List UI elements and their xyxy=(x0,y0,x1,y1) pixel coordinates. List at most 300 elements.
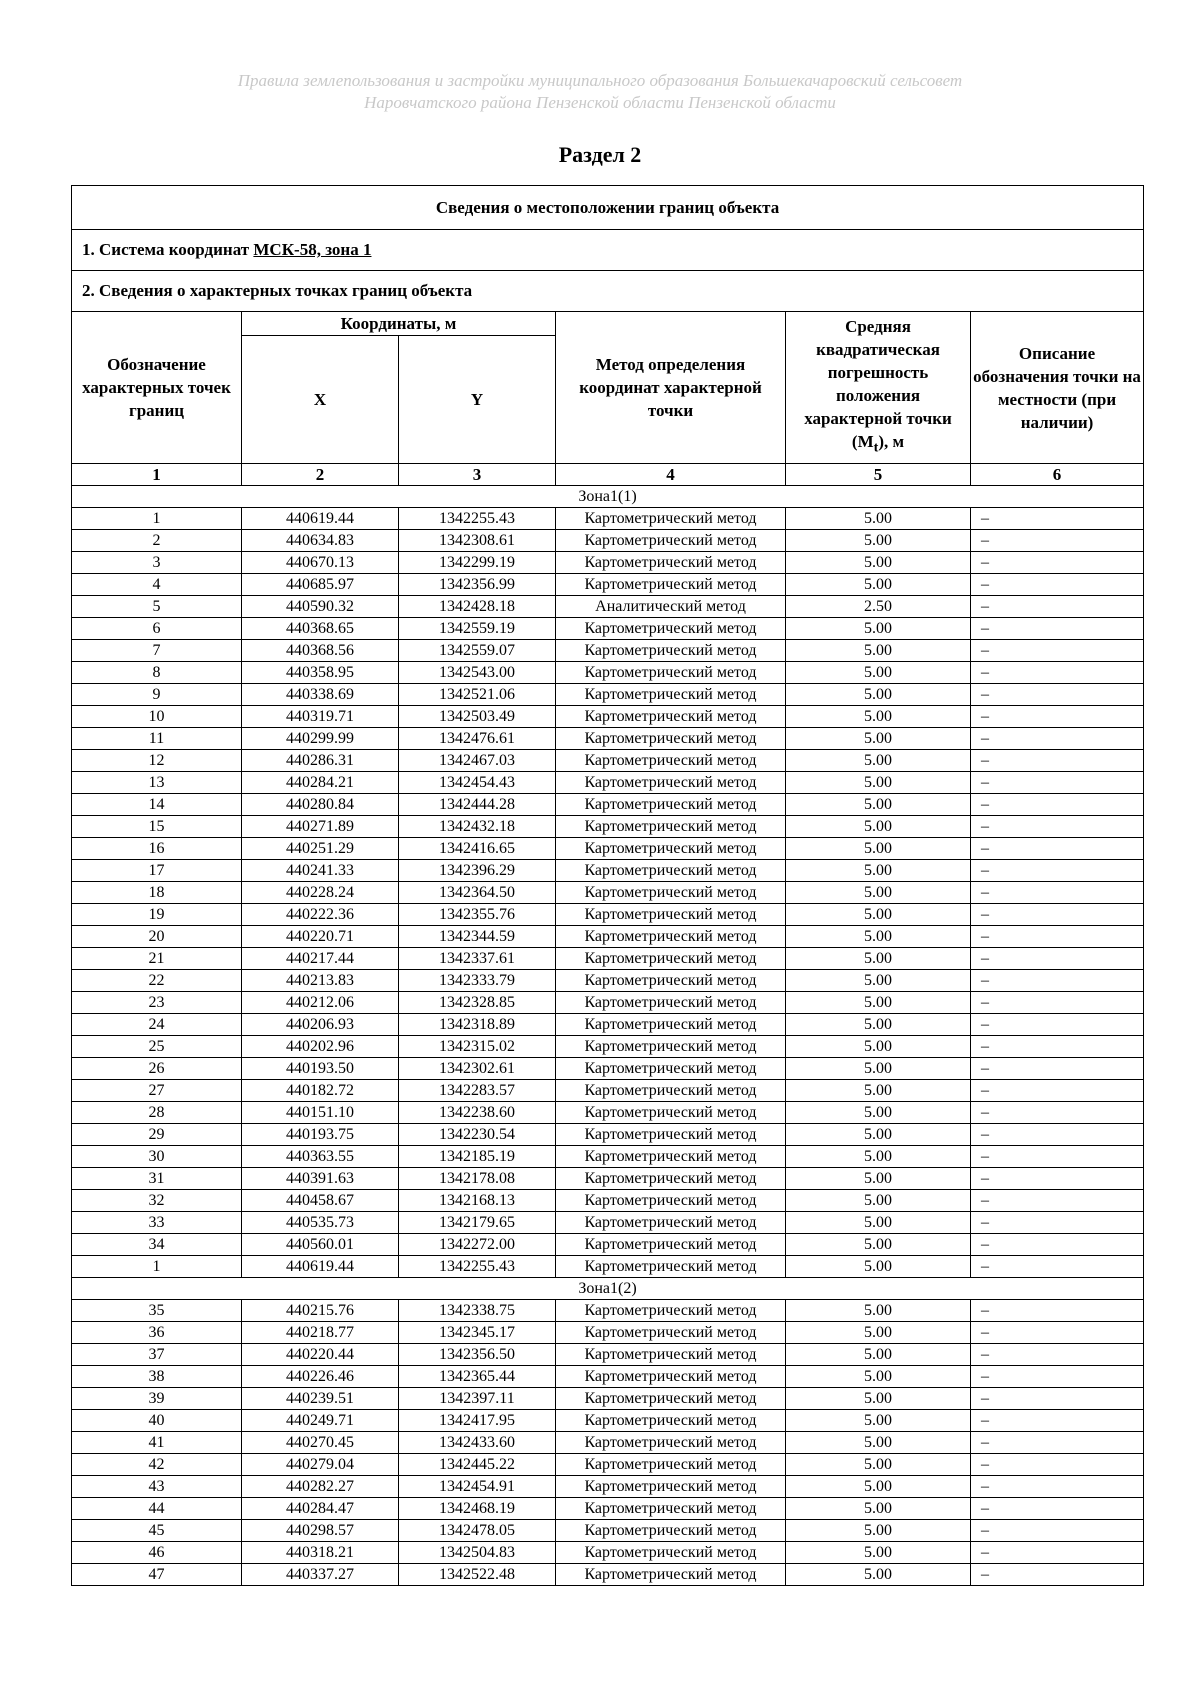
description-cell: – xyxy=(971,1212,1144,1234)
description-cell: – xyxy=(971,1190,1144,1212)
description-cell: – xyxy=(971,1520,1144,1542)
x-coordinate-cell: 440286.31 xyxy=(242,750,399,772)
description-cell: – xyxy=(971,1564,1144,1586)
error-cell: 2.50 xyxy=(786,596,971,618)
point-number-cell: 1 xyxy=(72,1256,242,1278)
x-coordinate-cell: 440619.44 xyxy=(242,1256,399,1278)
point-number-cell: 31 xyxy=(72,1168,242,1190)
error-cell: 5.00 xyxy=(786,860,971,882)
table-row xyxy=(72,1410,1144,1432)
coordinate-system-row xyxy=(72,230,1144,271)
table-row xyxy=(72,684,1144,706)
method-cell: Картометрический метод xyxy=(556,706,786,728)
x-coordinate-cell: 440284.21 xyxy=(242,772,399,794)
error-cell: 5.00 xyxy=(786,1542,971,1564)
method-cell: Картометрический метод xyxy=(556,904,786,926)
table-row xyxy=(72,1322,1144,1344)
method-cell: Картометрический метод xyxy=(556,1366,786,1388)
point-number-cell: 5 xyxy=(72,596,242,618)
table-row xyxy=(72,662,1144,684)
method-cell: Картометрический метод xyxy=(556,1454,786,1476)
y-coordinate-cell: 1342365.44 xyxy=(399,1366,556,1388)
table-row xyxy=(72,640,1144,662)
zone-header-row xyxy=(72,486,1144,508)
point-number-cell: 18 xyxy=(72,882,242,904)
x-coordinate-cell: 440215.76 xyxy=(242,1300,399,1322)
y-coordinate-cell: 1342454.91 xyxy=(399,1476,556,1498)
table-row xyxy=(72,1212,1144,1234)
error-cell: 5.00 xyxy=(786,1168,971,1190)
page-header-line-2: Наровчатского района Пензенской области Пензенской области xyxy=(364,93,836,112)
description-cell: – xyxy=(971,816,1144,838)
error-cell: 5.00 xyxy=(786,684,971,706)
coordinate-system-value: МСК-58, зона 1 xyxy=(253,240,372,259)
error-cell: 5.00 xyxy=(786,772,971,794)
method-cell: Картометрический метод xyxy=(556,1388,786,1410)
section-title: Раздел 2 xyxy=(558,142,642,167)
point-number-cell: 33 xyxy=(72,1212,242,1234)
table-row xyxy=(72,816,1144,838)
y-coordinate-cell: 1342355.76 xyxy=(399,904,556,926)
y-coordinate-cell: 1342445.22 xyxy=(399,1454,556,1476)
error-cell: 5.00 xyxy=(786,1014,971,1036)
error-cell: 5.00 xyxy=(786,552,971,574)
y-coordinate-cell: 1342230.54 xyxy=(399,1124,556,1146)
method-cell: Картометрический метод xyxy=(556,970,786,992)
method-cell: Картометрический метод xyxy=(556,1124,786,1146)
point-number-cell: 23 xyxy=(72,992,242,1014)
method-cell: Картометрический метод xyxy=(556,728,786,750)
x-coordinate-cell: 440220.71 xyxy=(242,926,399,948)
description-cell: – xyxy=(971,1454,1144,1476)
coordinate-system-label: 1. Система координат xyxy=(82,240,254,259)
description-cell: – xyxy=(971,1432,1144,1454)
error-cell: 5.00 xyxy=(786,794,971,816)
y-coordinate-cell: 1342344.59 xyxy=(399,926,556,948)
description-cell: – xyxy=(971,1542,1144,1564)
error-cell: 5.00 xyxy=(786,1476,971,1498)
table-row xyxy=(72,1168,1144,1190)
method-cell: Картометрический метод xyxy=(556,508,786,530)
y-coordinate-cell: 1342238.60 xyxy=(399,1102,556,1124)
point-number-cell: 6 xyxy=(72,618,242,640)
description-cell: – xyxy=(971,1168,1144,1190)
table-row xyxy=(72,992,1144,1014)
error-cell: 5.00 xyxy=(786,662,971,684)
description-cell: – xyxy=(971,1476,1144,1498)
description-cell: – xyxy=(971,530,1144,552)
method-cell: Картометрический метод xyxy=(556,1036,786,1058)
error-cell: 5.00 xyxy=(786,1102,971,1124)
error-cell: 5.00 xyxy=(786,1300,971,1322)
point-number-cell: 24 xyxy=(72,1014,242,1036)
point-number-cell: 30 xyxy=(72,1146,242,1168)
method-cell: Картометрический метод xyxy=(556,1498,786,1520)
point-number-cell: 28 xyxy=(72,1102,242,1124)
method-cell: Картометрический метод xyxy=(556,1058,786,1080)
description-cell: – xyxy=(971,1256,1144,1278)
x-coordinate-cell: 440284.47 xyxy=(242,1498,399,1520)
table-row xyxy=(72,596,1144,618)
zone-header-row xyxy=(72,1278,1144,1300)
description-cell: – xyxy=(971,1388,1144,1410)
x-coordinate-cell: 440685.97 xyxy=(242,574,399,596)
table-row xyxy=(72,1058,1144,1080)
y-coordinate-cell: 1342328.85 xyxy=(399,992,556,1014)
point-number-cell: 47 xyxy=(72,1564,242,1586)
method-cell: Картометрический метод xyxy=(556,1476,786,1498)
header-designation: Обозначение характерных точек границ xyxy=(72,312,242,464)
y-coordinate-cell: 1342364.50 xyxy=(399,882,556,904)
point-number-cell: 37 xyxy=(72,1344,242,1366)
error-cell: 5.00 xyxy=(786,508,971,530)
method-cell: Картометрический метод xyxy=(556,1102,786,1124)
header-x: X xyxy=(242,336,399,464)
table-row xyxy=(72,772,1144,794)
y-coordinate-cell: 1342308.61 xyxy=(399,530,556,552)
description-cell: – xyxy=(971,1344,1144,1366)
point-number-cell: 8 xyxy=(72,662,242,684)
x-coordinate-cell: 440217.44 xyxy=(242,948,399,970)
method-cell: Картометрический метод xyxy=(556,618,786,640)
error-cell: 5.00 xyxy=(786,948,971,970)
y-coordinate-cell: 1342318.89 xyxy=(399,1014,556,1036)
column-numbers-row xyxy=(72,464,1144,486)
error-cell: 5.00 xyxy=(786,816,971,838)
description-cell: – xyxy=(971,772,1144,794)
table-row xyxy=(72,750,1144,772)
table-row xyxy=(72,1234,1144,1256)
x-coordinate-cell: 440363.55 xyxy=(242,1146,399,1168)
page-header xyxy=(0,70,1200,114)
point-number-cell: 27 xyxy=(72,1080,242,1102)
method-cell: Картометрический метод xyxy=(556,1322,786,1344)
x-coordinate-cell: 440222.36 xyxy=(242,904,399,926)
x-coordinate-cell: 440241.33 xyxy=(242,860,399,882)
x-coordinate-cell: 440458.67 xyxy=(242,1190,399,1212)
method-cell: Картометрический метод xyxy=(556,1344,786,1366)
x-coordinate-cell: 440318.21 xyxy=(242,1542,399,1564)
error-cell: 5.00 xyxy=(786,1256,971,1278)
x-coordinate-cell: 440299.99 xyxy=(242,728,399,750)
method-cell: Картометрический метод xyxy=(556,552,786,574)
y-coordinate-cell: 1342255.43 xyxy=(399,508,556,530)
x-coordinate-cell: 440270.45 xyxy=(242,1432,399,1454)
zone-name: Зона1(1) xyxy=(72,486,1144,508)
error-cell: 5.00 xyxy=(786,926,971,948)
table-row xyxy=(72,1300,1144,1322)
description-cell: – xyxy=(971,1234,1144,1256)
method-cell: Картометрический метод xyxy=(556,1212,786,1234)
table-row xyxy=(72,1564,1144,1586)
column-number: 4 xyxy=(556,464,786,486)
table-row xyxy=(72,838,1144,860)
error-cell: 5.00 xyxy=(786,1190,971,1212)
description-cell: – xyxy=(971,728,1144,750)
table-row xyxy=(72,1498,1144,1520)
table-row xyxy=(72,948,1144,970)
point-number-cell: 32 xyxy=(72,1190,242,1212)
x-coordinate-cell: 440151.10 xyxy=(242,1102,399,1124)
table-row xyxy=(72,1344,1144,1366)
error-cell: 5.00 xyxy=(786,1080,971,1102)
y-coordinate-cell: 1342356.50 xyxy=(399,1344,556,1366)
method-cell: Аналитический метод xyxy=(556,596,786,618)
error-cell: 5.00 xyxy=(786,838,971,860)
x-coordinate-cell: 440535.73 xyxy=(242,1212,399,1234)
y-coordinate-cell: 1342432.18 xyxy=(399,816,556,838)
table-row xyxy=(72,706,1144,728)
y-coordinate-cell: 1342315.02 xyxy=(399,1036,556,1058)
point-number-cell: 13 xyxy=(72,772,242,794)
y-coordinate-cell: 1342476.61 xyxy=(399,728,556,750)
header-error xyxy=(786,312,971,464)
error-cell: 5.00 xyxy=(786,618,971,640)
point-number-cell: 17 xyxy=(72,860,242,882)
table-row xyxy=(72,1124,1144,1146)
x-coordinate-cell: 440338.69 xyxy=(242,684,399,706)
description-cell: – xyxy=(971,1102,1144,1124)
y-coordinate-cell: 1342428.18 xyxy=(399,596,556,618)
x-coordinate-cell: 440218.77 xyxy=(242,1322,399,1344)
y-coordinate-cell: 1342338.75 xyxy=(399,1300,556,1322)
x-coordinate-cell: 440280.84 xyxy=(242,794,399,816)
method-cell: Картометрический метод xyxy=(556,860,786,882)
method-cell: Картометрический метод xyxy=(556,1234,786,1256)
error-cell: 5.00 xyxy=(786,1322,971,1344)
table-row xyxy=(72,1388,1144,1410)
error-cell: 5.00 xyxy=(786,882,971,904)
table-row xyxy=(72,508,1144,530)
description-cell: – xyxy=(971,1058,1144,1080)
x-coordinate-cell: 440619.44 xyxy=(242,508,399,530)
y-coordinate-cell: 1342396.29 xyxy=(399,860,556,882)
point-number-cell: 2 xyxy=(72,530,242,552)
x-coordinate-cell: 440634.83 xyxy=(242,530,399,552)
description-cell: – xyxy=(971,948,1144,970)
error-cell: 5.00 xyxy=(786,530,971,552)
y-coordinate-cell: 1342179.65 xyxy=(399,1212,556,1234)
x-coordinate-cell: 440560.01 xyxy=(242,1234,399,1256)
table-row xyxy=(72,1432,1144,1454)
method-cell: Картометрический метод xyxy=(556,684,786,706)
method-cell: Картометрический метод xyxy=(556,1080,786,1102)
point-number-cell: 7 xyxy=(72,640,242,662)
x-coordinate-cell: 440213.83 xyxy=(242,970,399,992)
error-cell: 5.00 xyxy=(786,1344,971,1366)
table-row xyxy=(72,552,1144,574)
table-row xyxy=(72,530,1144,552)
y-coordinate-cell: 1342333.79 xyxy=(399,970,556,992)
description-cell: – xyxy=(971,794,1144,816)
y-coordinate-cell: 1342559.07 xyxy=(399,640,556,662)
x-coordinate-cell: 440391.63 xyxy=(242,1168,399,1190)
x-coordinate-cell: 440193.75 xyxy=(242,1124,399,1146)
error-cell: 5.00 xyxy=(786,904,971,926)
x-coordinate-cell: 440271.89 xyxy=(242,816,399,838)
description-cell: – xyxy=(971,992,1144,1014)
point-number-cell: 16 xyxy=(72,838,242,860)
column-number: 2 xyxy=(242,464,399,486)
description-cell: – xyxy=(971,1300,1144,1322)
y-coordinate-cell: 1342478.05 xyxy=(399,1520,556,1542)
error-cell: 5.00 xyxy=(786,1498,971,1520)
x-coordinate-cell: 440282.27 xyxy=(242,1476,399,1498)
method-cell: Картометрический метод xyxy=(556,640,786,662)
table-row xyxy=(72,1080,1144,1102)
method-cell: Картометрический метод xyxy=(556,1168,786,1190)
column-number: 3 xyxy=(399,464,556,486)
error-cell: 5.00 xyxy=(786,1410,971,1432)
description-cell: – xyxy=(971,838,1144,860)
point-number-cell: 10 xyxy=(72,706,242,728)
point-number-cell: 3 xyxy=(72,552,242,574)
x-coordinate-cell: 440319.71 xyxy=(242,706,399,728)
error-cell: 5.00 xyxy=(786,970,971,992)
y-coordinate-cell: 1342503.49 xyxy=(399,706,556,728)
x-coordinate-cell: 440358.95 xyxy=(242,662,399,684)
description-cell: – xyxy=(971,1498,1144,1520)
method-cell: Картометрический метод xyxy=(556,794,786,816)
table-row xyxy=(72,860,1144,882)
description-cell: – xyxy=(971,1322,1144,1344)
point-number-cell: 40 xyxy=(72,1410,242,1432)
y-coordinate-cell: 1342454.43 xyxy=(399,772,556,794)
column-number: 1 xyxy=(72,464,242,486)
page-header-line-1: Правила землепользования и застройки муниципального образования Большекачаровский сельсовет xyxy=(237,71,963,90)
description-cell: – xyxy=(971,596,1144,618)
description-cell: – xyxy=(971,970,1144,992)
x-coordinate-cell: 440670.13 xyxy=(242,552,399,574)
description-cell: – xyxy=(971,662,1144,684)
table-row xyxy=(72,574,1144,596)
method-cell: Картометрический метод xyxy=(556,750,786,772)
y-coordinate-cell: 1342302.61 xyxy=(399,1058,556,1080)
description-cell: – xyxy=(971,882,1144,904)
description-cell: – xyxy=(971,684,1144,706)
method-cell: Картометрический метод xyxy=(556,1190,786,1212)
method-cell: Картометрический метод xyxy=(556,1432,786,1454)
method-cell: Картометрический метод xyxy=(556,574,786,596)
table-row xyxy=(72,1366,1144,1388)
error-cell: 5.00 xyxy=(786,574,971,596)
point-number-cell: 44 xyxy=(72,1498,242,1520)
y-coordinate-cell: 1342468.19 xyxy=(399,1498,556,1520)
method-cell: Картометрический метод xyxy=(556,1300,786,1322)
method-cell: Картометрический метод xyxy=(556,926,786,948)
y-coordinate-cell: 1342337.61 xyxy=(399,948,556,970)
y-coordinate-cell: 1342255.43 xyxy=(399,1256,556,1278)
point-number-cell: 26 xyxy=(72,1058,242,1080)
x-coordinate-cell: 440249.71 xyxy=(242,1410,399,1432)
point-number-cell: 45 xyxy=(72,1520,242,1542)
point-number-cell: 15 xyxy=(72,816,242,838)
y-coordinate-cell: 1342416.65 xyxy=(399,838,556,860)
y-coordinate-cell: 1342504.83 xyxy=(399,1542,556,1564)
error-cell: 5.00 xyxy=(786,1454,971,1476)
x-coordinate-cell: 440206.93 xyxy=(242,1014,399,1036)
error-cell: 5.00 xyxy=(786,1520,971,1542)
point-number-cell: 1 xyxy=(72,508,242,530)
table-row xyxy=(72,1036,1144,1058)
point-number-cell: 12 xyxy=(72,750,242,772)
point-number-cell: 35 xyxy=(72,1300,242,1322)
description-cell: – xyxy=(971,926,1144,948)
method-cell: Картометрический метод xyxy=(556,816,786,838)
table-row xyxy=(72,1542,1144,1564)
x-coordinate-cell: 440590.32 xyxy=(242,596,399,618)
column-number: 5 xyxy=(786,464,971,486)
points-section-title: 2. Сведения о характерных точках границ объекта xyxy=(72,271,1144,312)
description-cell: – xyxy=(971,508,1144,530)
header-y: Y xyxy=(399,336,556,464)
point-number-cell: 34 xyxy=(72,1234,242,1256)
description-cell: – xyxy=(971,1124,1144,1146)
boundary-points-table xyxy=(71,185,1144,1586)
method-cell: Картометрический метод xyxy=(556,992,786,1014)
zone-name: Зона1(2) xyxy=(72,1278,1144,1300)
point-number-cell: 4 xyxy=(72,574,242,596)
table-row xyxy=(72,794,1144,816)
table-row xyxy=(72,1102,1144,1124)
error-cell: 5.00 xyxy=(786,728,971,750)
error-cell: 5.00 xyxy=(786,1432,971,1454)
table-row xyxy=(72,1476,1144,1498)
table-row xyxy=(72,1454,1144,1476)
point-number-cell: 42 xyxy=(72,1454,242,1476)
error-cell: 5.00 xyxy=(786,1564,971,1586)
y-coordinate-cell: 1342397.11 xyxy=(399,1388,556,1410)
y-coordinate-cell: 1342185.19 xyxy=(399,1146,556,1168)
y-coordinate-cell: 1342521.06 xyxy=(399,684,556,706)
description-cell: – xyxy=(971,1366,1144,1388)
error-cell: 5.00 xyxy=(786,1388,971,1410)
point-number-cell: 29 xyxy=(72,1124,242,1146)
error-cell: 5.00 xyxy=(786,1234,971,1256)
error-cell: 5.00 xyxy=(786,992,971,1014)
table-row xyxy=(72,1190,1144,1212)
table-row xyxy=(72,618,1144,640)
description-cell: – xyxy=(971,552,1144,574)
point-number-cell: 36 xyxy=(72,1322,242,1344)
x-coordinate-cell: 440337.27 xyxy=(242,1564,399,1586)
error-cell: 5.00 xyxy=(786,706,971,728)
table-row xyxy=(72,926,1144,948)
header-error-subscript: t xyxy=(873,439,879,456)
method-cell: Картометрический метод xyxy=(556,772,786,794)
y-coordinate-cell: 1342559.19 xyxy=(399,618,556,640)
x-coordinate-cell: 440251.29 xyxy=(242,838,399,860)
y-coordinate-cell: 1342178.08 xyxy=(399,1168,556,1190)
point-number-cell: 25 xyxy=(72,1036,242,1058)
error-cell: 5.00 xyxy=(786,1036,971,1058)
point-number-cell: 14 xyxy=(72,794,242,816)
x-coordinate-cell: 440298.57 xyxy=(242,1520,399,1542)
description-cell: – xyxy=(971,1410,1144,1432)
table-row xyxy=(72,1256,1144,1278)
description-cell: – xyxy=(971,574,1144,596)
x-coordinate-cell: 440368.56 xyxy=(242,640,399,662)
method-cell: Картометрический метод xyxy=(556,1542,786,1564)
point-number-cell: 11 xyxy=(72,728,242,750)
point-number-cell: 19 xyxy=(72,904,242,926)
x-coordinate-cell: 440212.06 xyxy=(242,992,399,1014)
table-row xyxy=(72,904,1144,926)
x-coordinate-cell: 440279.04 xyxy=(242,1454,399,1476)
x-coordinate-cell: 440220.44 xyxy=(242,1344,399,1366)
table-row xyxy=(72,970,1144,992)
description-cell: – xyxy=(971,1036,1144,1058)
